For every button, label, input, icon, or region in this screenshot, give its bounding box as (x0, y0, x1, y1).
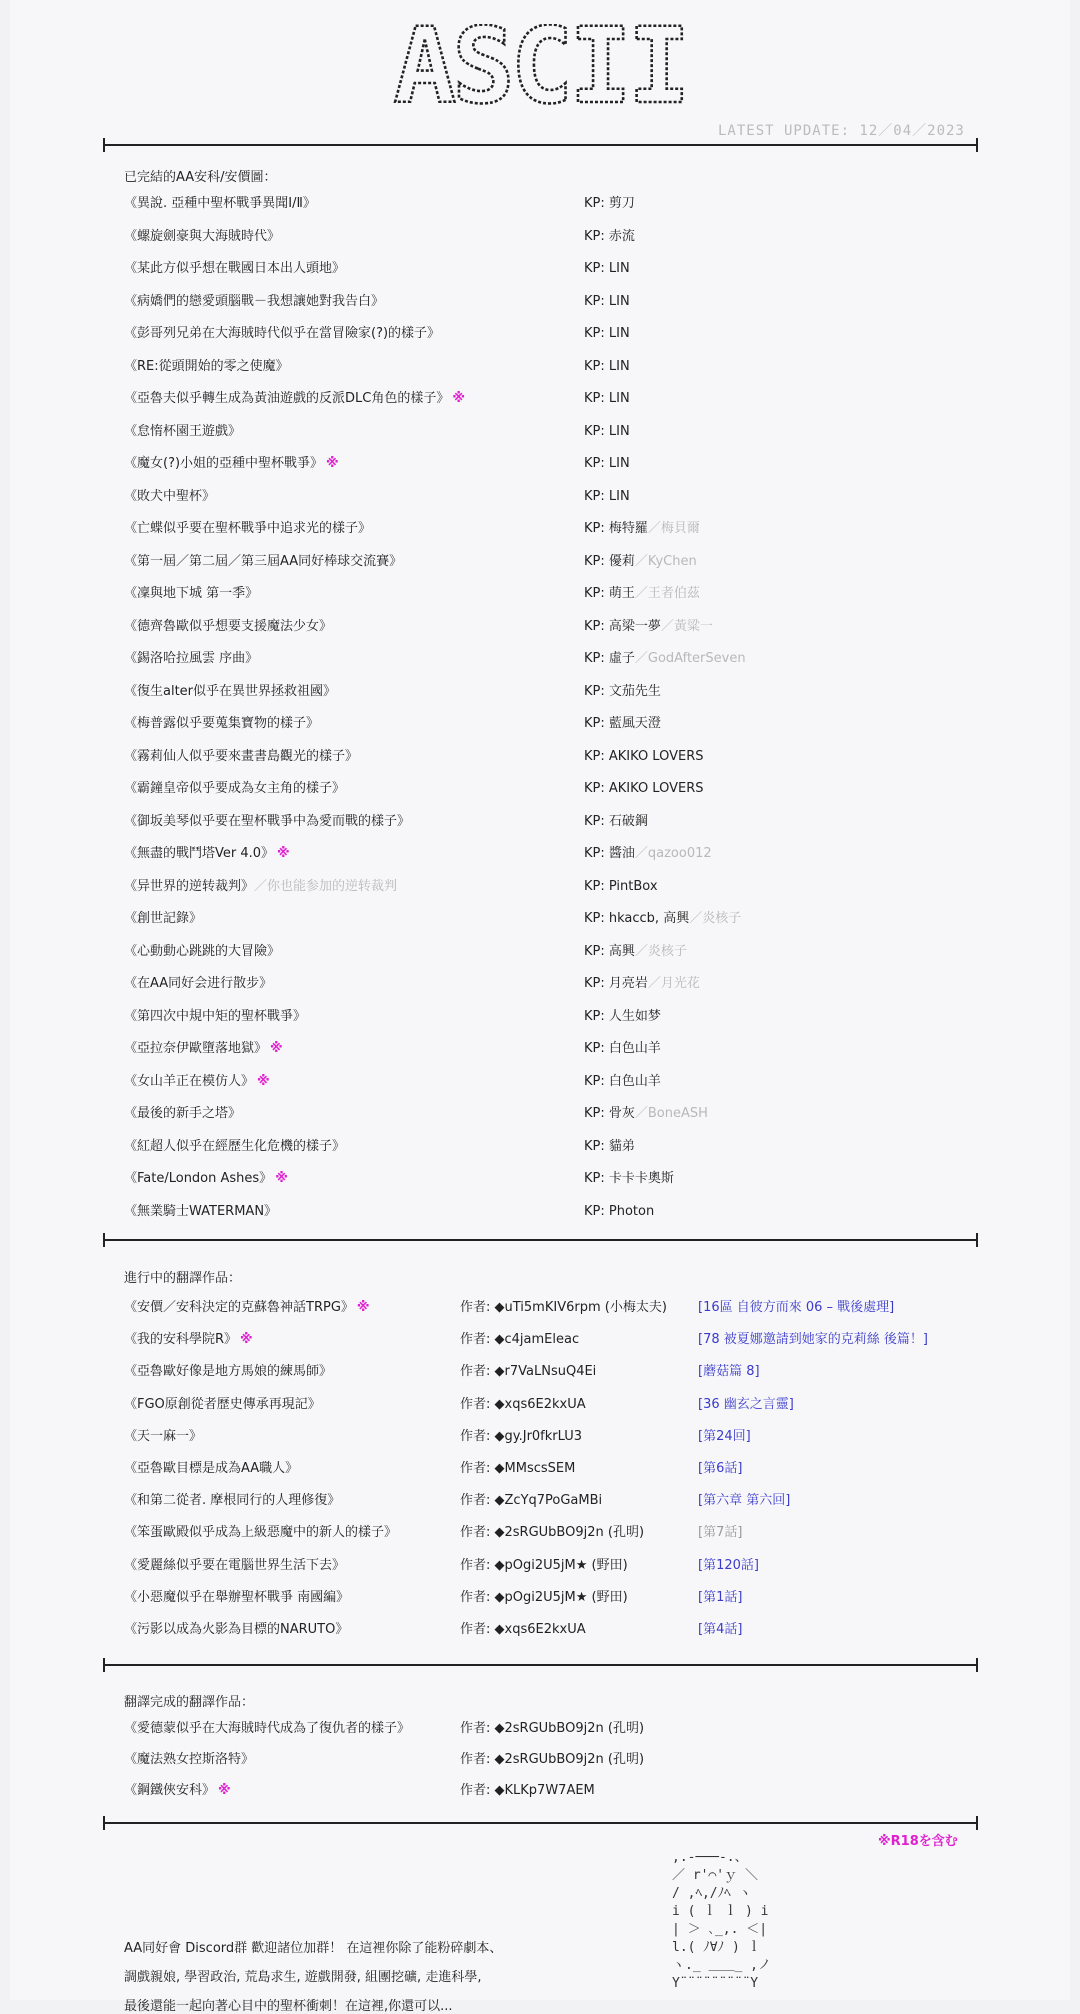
kp-name: KP: 高興 (584, 943, 635, 959)
completed-row (124, 617, 984, 637)
kp-name: KP: LIN (584, 358, 630, 374)
kp-name: KP: Photon (584, 1203, 655, 1219)
completed-row (124, 649, 984, 669)
completed-row (124, 552, 984, 572)
work-title[interactable] (124, 1750, 254, 1770)
kp-name: KP: 白色山羊 (584, 1041, 661, 1056)
kp-credit (584, 324, 630, 344)
work-title[interactable] (124, 357, 289, 377)
work-title[interactable] (124, 1330, 253, 1350)
kp-credit (584, 292, 630, 312)
work-title[interactable] (124, 682, 336, 702)
r18-mark: ※ (240, 1332, 253, 1348)
work-title-text[interactable]: 《霧莉仙人似乎要來畫書島觀光的樣子》 (124, 748, 359, 764)
ascii-art-line: l.( ﾉ∀ﾉ ) ｌ (672, 1940, 761, 1955)
ongoing-row (124, 1491, 984, 1511)
work-title[interactable] (124, 292, 384, 312)
kp-name: KP: AKIKO LOVERS (584, 748, 704, 764)
r18-mark: ※ (326, 456, 339, 471)
latest-chapter-link[interactable]: [78 被夏娜邀請到她家的克莉絲 後篇！] (698, 1332, 928, 1348)
kp-name: KP: 藍風天澄 (584, 716, 661, 731)
kp-name: KP: 人生如梦 (584, 1008, 661, 1024)
work-title-text[interactable]: 《污影以成為火影為目標的NARUTO》 (124, 1622, 349, 1637)
work-subtitle: ／你也能参加的逆转裁判 (254, 878, 398, 894)
latest-chapter-link[interactable]: [第六章 第六回] (698, 1493, 791, 1509)
kp-alias: ／黃粱一 (660, 618, 713, 634)
kp-credit (584, 519, 700, 539)
kp-credit (584, 682, 661, 702)
work-title-text[interactable]: 《異說. 亞種中聖杯戰爭異聞Ⅰ/Ⅱ》 (124, 196, 316, 211)
kp-name: KP: LIN (584, 391, 630, 406)
completed-row (124, 389, 984, 409)
kp-alias: ／BoneASH (634, 1106, 708, 1121)
kp-name: KP: 骨灰 (584, 1106, 635, 1121)
work-title-text[interactable]: 《和第二從者. 摩根同行的人理修復》 (124, 1493, 341, 1509)
completed-row (124, 194, 984, 214)
latest-chapter-link[interactable]: [蘑菇篇 8] (698, 1364, 760, 1380)
completed-row (124, 292, 984, 312)
completed-row (124, 1072, 984, 1092)
completed-row (124, 812, 984, 832)
r18-mark: ※ (275, 1171, 288, 1186)
completed-row (124, 779, 984, 799)
work-title-text[interactable]: 《彭哥列兄弟在大海賊時代似乎在當冒險家(?)的樣子》 (124, 326, 441, 341)
work-title-text[interactable]: 《亞魯夫似乎轉生成為黃油遊戲的反派DLC角色的樣子》 (124, 391, 450, 406)
completed-row (124, 909, 984, 929)
work-title-text[interactable]: 《錫洛哈拉風雲 序曲》 (124, 651, 259, 666)
latest-chapter-link[interactable]: [第1話] (698, 1589, 743, 1605)
completed-heading: 已完結的AA安科/安價圖： (124, 170, 277, 185)
ascii-art-line: i ( ｌ ｌ ) i (672, 1904, 769, 1919)
completed-row (124, 1104, 984, 1124)
r18-mark: ※ (356, 1300, 370, 1315)
kp-name: KP: 月亮岩 (584, 976, 648, 991)
work-title[interactable] (124, 1459, 298, 1479)
kp-credit (584, 1169, 674, 1189)
work-title-text[interactable]: 《梅普露似乎要蒐集寶物的樣子》 (124, 716, 320, 731)
kp-name: KP: 虛子 (584, 651, 635, 666)
completed-row (124, 942, 984, 962)
completed-row (124, 259, 984, 279)
discord-invite-line-3: 最後還能一起向著心目中的聖杯衝刺！在這裡,你還可以... (124, 1999, 453, 2014)
work-title-text[interactable]: 《某此方似乎想在戰國日本出人頭地》 (124, 261, 346, 276)
work-title[interactable] (124, 324, 440, 344)
latest-chapter-link[interactable]: [第7話] (698, 1525, 743, 1541)
work-title-text[interactable]: 《鋼鐵俠安科》 (124, 1783, 216, 1798)
author: 作者: ◆pOgi2U5jM★ (野田) (460, 1557, 628, 1573)
r18-mark: ※ (218, 1783, 231, 1798)
kp-credit (584, 389, 630, 409)
work-title[interactable] (124, 812, 410, 832)
ascii-art-line: Y¨¨¨¨¨¨¨¨¨Y (672, 1976, 759, 1991)
discord-invite-line-1: AA同好會 Discord群 歡迎諸位加群！ 在這裡你除了能粉碎劇本、 (124, 1941, 503, 1956)
work-title-text[interactable]: 《御坂美琴似乎要在聖杯戰爭中為愛而戰的樣子》 (124, 813, 411, 829)
work-title[interactable] (124, 1427, 202, 1447)
work-title[interactable] (124, 1362, 332, 1382)
kp-credit (584, 1104, 708, 1124)
work-title[interactable] (124, 942, 280, 962)
kp-alias: ／qazoo012 (634, 846, 712, 861)
ascii-art-line: ,.-───-.、 (672, 1850, 748, 1865)
work-title[interactable] (124, 584, 258, 604)
kp-credit (584, 454, 630, 474)
completed-row (124, 1007, 984, 1027)
completed-row (124, 324, 984, 344)
kp-credit (584, 487, 630, 507)
completed-row (124, 844, 984, 864)
ongoing-row (124, 1556, 984, 1576)
author: 作者: ◆pOgi2U5jM★ (野田) (460, 1589, 628, 1605)
kp-alias: ／炎核子 (689, 911, 742, 926)
finished-heading: 翻譯完成的翻譯作品： (124, 1695, 255, 1710)
kp-credit (584, 714, 661, 734)
kp-alias: ／炎核子 (634, 943, 687, 959)
work-title[interactable] (124, 909, 202, 929)
r18-note: ※R18を含む (878, 1834, 958, 1849)
work-title-text[interactable]: 《安價／安科決定的克蘇魯神話TRPG》 (124, 1300, 354, 1315)
ascii-art-line: / ,ﾍ,/ﾉﾍ ヽ (672, 1886, 752, 1901)
latest-update: LATEST UPDATE: 12／04／2023 (718, 123, 965, 139)
kp-name: KP: 萌王 (584, 586, 635, 601)
author: 作者: ◆xqs6E2kxUA (460, 1622, 586, 1637)
finished-row (124, 1781, 984, 1801)
r18-mark: ※ (277, 846, 290, 861)
kp-name: KP: 剪刀 (584, 196, 635, 211)
work-title[interactable] (124, 487, 215, 507)
work-title-text[interactable]: 《心動動心跳跳的大冒險》 (124, 943, 281, 959)
kp-name: KP: LIN (584, 456, 630, 471)
kp-alias: ／GodAfterSeven (634, 651, 746, 666)
ongoing-row (124, 1427, 984, 1447)
divider-top (103, 144, 978, 146)
work-title-text[interactable]: 《第四次中規中矩的聖杯戰爭》 (124, 1008, 307, 1024)
kp-name: KP: LIN (584, 293, 630, 309)
work-title-text[interactable]: 《我的安科學院R》 (124, 1332, 238, 1348)
work-title[interactable] (124, 1072, 270, 1092)
kp-name: KP: AKIKO LOVERS (584, 781, 704, 796)
kp-name: KP: 白色山羊 (584, 1073, 661, 1089)
ongoing-heading: 進行中的翻譯作品： (124, 1271, 242, 1286)
work-title-text[interactable]: 《异世界的逆转裁判》 (124, 878, 255, 894)
work-title[interactable] (124, 714, 319, 734)
work-title[interactable] (124, 519, 371, 539)
kp-name: KP: 文茄先生 (584, 683, 661, 699)
work-title-text[interactable]: 《亡蝶似乎要在聖杯戰爭中追求光的樣子》 (124, 521, 372, 536)
kp-name: KP: LIN (584, 261, 630, 276)
kp-credit (584, 974, 700, 994)
work-title-text[interactable]: 《笨蛋歐殿似乎成為上級惡魔中的新人的樣子》 (124, 1525, 398, 1541)
ongoing-row (124, 1620, 984, 1640)
work-title-text[interactable]: 《螺旋劍豪與大海賊時代》 (124, 228, 281, 244)
work-title-text[interactable]: 《Fate/London Ashes》 (124, 1171, 273, 1186)
divider-ongoing (103, 1664, 978, 1666)
completed-row (124, 519, 984, 539)
kp-credit (584, 584, 700, 604)
completed-row (124, 974, 984, 994)
work-title[interactable] (124, 1104, 241, 1124)
work-title-text[interactable]: 《無業騎士WATERMAN》 (124, 1203, 278, 1219)
work-title[interactable] (124, 227, 280, 247)
finished-row (124, 1750, 984, 1770)
author: 作者: ◆MMscsSEM (460, 1461, 576, 1476)
author: 作者: ◆uTi5mKIV6rpm (小梅太夫) (460, 1300, 667, 1315)
work-title[interactable] (124, 1556, 345, 1576)
work-title-text[interactable]: 《霸鐘皇帝似乎要成為女主角的樣子》 (124, 781, 346, 796)
discord-invite-line-2: 調戲親娘, 學習政治, 荒島求生, 遊戲開發, 組團挖礦, 走進科學, (124, 1970, 482, 1985)
page (10, 0, 1070, 2014)
kp-credit (584, 844, 712, 864)
work-title-text[interactable]: 《亞魯歐目標是成為AA職人》 (124, 1461, 299, 1476)
ongoing-row (124, 1588, 984, 1608)
work-title-text[interactable]: 《德齊魯歐似乎想要支援魔法少女》 (124, 618, 333, 634)
author: 作者: ◆KLKp7W7AEM (460, 1783, 595, 1798)
author: 作者: ◆gy.Jr0fkrLU3 (460, 1428, 583, 1444)
kp-name: KP: 醬油 (584, 846, 635, 861)
work-title[interactable] (124, 194, 316, 214)
ascii-logo (370, 24, 710, 114)
work-title-text[interactable]: 《紅超人似乎在經歷生化危機的樣子》 (124, 1138, 346, 1154)
author: 作者: ◆xqs6E2kxUA (460, 1396, 586, 1412)
latest-chapter-link[interactable]: [16區 自彼方而來 06 – 戰後處理] (698, 1300, 895, 1315)
latest-chapter-link[interactable]: [36 幽玄之言靈] (698, 1396, 794, 1412)
kp-credit (584, 877, 658, 897)
author: 作者: ◆c4jamEleac (460, 1332, 580, 1348)
work-title[interactable] (124, 259, 345, 279)
ascii-art-character (668, 1845, 918, 2000)
work-title-text[interactable]: 《天一麻一》 (124, 1428, 203, 1444)
work-title[interactable] (124, 877, 397, 897)
ascii-logo-text: ASCII (393, 24, 687, 114)
divider-completed (103, 1239, 978, 1241)
author: 作者: ◆2sRGUbBO9j2n (孔明) (460, 1721, 645, 1736)
work-title[interactable] (124, 747, 358, 767)
work-title-text[interactable]: 《魔法熟女控斯洛特》 (124, 1752, 255, 1767)
work-title-text[interactable]: 《愛麗絲似乎要在電腦世界生活下去》 (124, 1557, 346, 1573)
r18-mark: ※ (270, 1041, 283, 1056)
kp-alias: ／月光花 (647, 976, 700, 991)
divider-bottom (103, 1822, 978, 1824)
r18-mark: ※ (257, 1073, 270, 1089)
kp-name: KP: 優莉 (584, 553, 635, 569)
work-title-text[interactable]: 《小惡魔似乎在舉辦聖杯戰爭 南國編》 (124, 1589, 350, 1605)
kp-alias: ／王者伯茲 (634, 586, 700, 601)
author: 作者: ◆ZcYq7PoGaMBi (460, 1493, 603, 1509)
kp-credit (584, 812, 648, 832)
work-title-text[interactable]: 《凜與地下城 第一季》 (124, 586, 259, 601)
work-title[interactable] (124, 454, 339, 474)
work-title[interactable] (124, 844, 290, 864)
work-title-text[interactable]: 《亞魯歐好像是地方馬娘的練馬師》 (124, 1364, 333, 1380)
kp-credit (584, 909, 741, 929)
kp-credit (584, 649, 746, 669)
completed-row (124, 714, 984, 734)
completed-row (124, 1169, 984, 1189)
kp-credit (584, 617, 713, 637)
ascii-art-line: | ＞ ､_,. ＜| (672, 1922, 768, 1937)
author: 作者: ◆r7VaLNsuQ4Ei (460, 1364, 597, 1380)
work-title[interactable] (124, 1620, 348, 1640)
kp-credit (584, 1007, 661, 1027)
work-title[interactable] (124, 1137, 345, 1157)
completed-row (124, 682, 984, 702)
ongoing-row (124, 1362, 984, 1382)
kp-name: KP: 貓弟 (584, 1138, 635, 1154)
kp-name: KP: PintBox (584, 878, 658, 894)
work-title[interactable] (124, 617, 332, 637)
kp-name: KP: 梅特羅 (584, 521, 648, 536)
completed-row (124, 584, 984, 604)
ongoing-row (124, 1523, 984, 1543)
work-title-text[interactable]: 《病嬌們的戀愛頭腦戰－我想讓她對我告白》 (124, 293, 385, 309)
completed-row (124, 1137, 984, 1157)
completed-row (124, 747, 984, 767)
work-title[interactable] (124, 779, 345, 799)
ongoing-row (124, 1459, 984, 1479)
work-title[interactable] (124, 1202, 277, 1222)
kp-credit (584, 942, 687, 962)
kp-credit (584, 227, 635, 247)
latest-chapter-link[interactable]: [第4話] (698, 1622, 743, 1637)
work-title-text[interactable]: 《無盡的戰鬥塔Ver 4.0》 (124, 846, 275, 861)
kp-name: KP: LIN (584, 423, 630, 439)
work-title-text[interactable]: 《最後的新手之塔》 (124, 1106, 242, 1121)
kp-name: KP: 卡卡卡奧斯 (584, 1171, 674, 1186)
author: 作者: ◆2sRGUbBO9j2n (孔明) (460, 1752, 645, 1767)
ongoing-row (124, 1330, 984, 1350)
latest-chapter-link[interactable]: [第24回] (698, 1428, 751, 1444)
work-title-text[interactable]: 《在AA同好会进行散步》 (124, 976, 273, 991)
r18-mark: ※ (452, 391, 465, 406)
latest-chapter-link[interactable]: [第6話] (698, 1461, 743, 1476)
latest-chapter-link[interactable]: [第120話] (698, 1557, 759, 1573)
author: 作者: ◆2sRGUbBO9j2n (孔明) (460, 1525, 645, 1541)
completed-row (124, 227, 984, 247)
work-title[interactable] (124, 1007, 306, 1027)
work-title[interactable] (124, 1298, 370, 1318)
kp-credit (584, 194, 635, 214)
work-title-text[interactable]: 《第一屆／第二屆／第三屆AA同好棒球交流賽》 (124, 553, 403, 569)
completed-row (124, 454, 984, 474)
work-title-text[interactable]: 《女山羊正在模仿人》 (124, 1073, 255, 1089)
kp-name: KP: hkaccb, 高興 (584, 911, 690, 926)
ongoing-row (124, 1298, 984, 1318)
work-title-text[interactable]: 《亞拉奈伊歐墮落地獄》 (124, 1041, 268, 1056)
kp-alias: ／KyChen (634, 553, 697, 569)
work-title-text[interactable]: 《愛德蒙似乎在大海賊時代成為了復仇者的樣子》 (124, 1721, 411, 1736)
work-title[interactable] (124, 1395, 321, 1415)
work-title[interactable] (124, 1039, 283, 1059)
work-title-text[interactable]: 《怠惰杯園王遊戲》 (124, 423, 242, 439)
completed-row (124, 1039, 984, 1059)
ascii-art-line: ／ r'⌒'ｙ ＼ (672, 1868, 758, 1883)
completed-row (124, 1202, 984, 1222)
kp-alias: ／梅貝爾 (647, 521, 700, 536)
completed-row (124, 422, 984, 442)
completed-row (124, 877, 984, 897)
work-title[interactable] (124, 974, 272, 994)
work-title-text[interactable]: 《創世記錄》 (124, 911, 203, 926)
completed-row (124, 487, 984, 507)
kp-credit (584, 1137, 635, 1157)
ongoing-row (124, 1395, 984, 1415)
work-title[interactable] (124, 1588, 349, 1608)
kp-credit (584, 1072, 661, 1092)
work-title[interactable] (124, 1491, 340, 1511)
finished-row (124, 1719, 984, 1739)
work-title-text[interactable]: 《RE:從頭開始的零之使魔》 (124, 358, 289, 374)
work-title-text[interactable]: 《FGO原創從者歷史傳承再現記》 (124, 1396, 321, 1412)
work-title-text[interactable]: 《敗犬中聖杯》 (124, 488, 216, 504)
kp-credit (584, 779, 703, 799)
kp-name: KP: 赤流 (584, 228, 635, 244)
work-title[interactable] (124, 649, 258, 669)
work-title[interactable] (124, 552, 402, 572)
ascii-art-line: ヽ._ ＿＿_ ,ノ (672, 1958, 771, 1973)
kp-name: KP: LIN (584, 326, 630, 341)
work-title[interactable] (124, 1781, 231, 1801)
kp-credit (584, 357, 630, 377)
kp-credit (584, 1202, 654, 1222)
kp-name: KP: 石破鋼 (584, 813, 648, 829)
kp-credit (584, 259, 630, 279)
work-title[interactable] (124, 422, 241, 442)
work-title-text[interactable]: 《魔女(?)小姐的亞種中聖杯戰爭》 (124, 456, 324, 471)
kp-credit (584, 552, 697, 572)
kp-credit (584, 1039, 661, 1059)
work-title-text[interactable]: 《復生alter似乎在異世界拯救祖國》 (124, 683, 337, 699)
completed-row (124, 357, 984, 377)
work-title[interactable] (124, 1169, 288, 1189)
kp-credit (584, 747, 703, 767)
work-title[interactable] (124, 389, 465, 409)
work-title[interactable] (124, 1523, 397, 1543)
kp-name: KP: LIN (584, 488, 630, 504)
kp-name: KP: 高梁一夢 (584, 618, 661, 634)
work-title[interactable] (124, 1719, 410, 1739)
kp-credit (584, 422, 630, 442)
